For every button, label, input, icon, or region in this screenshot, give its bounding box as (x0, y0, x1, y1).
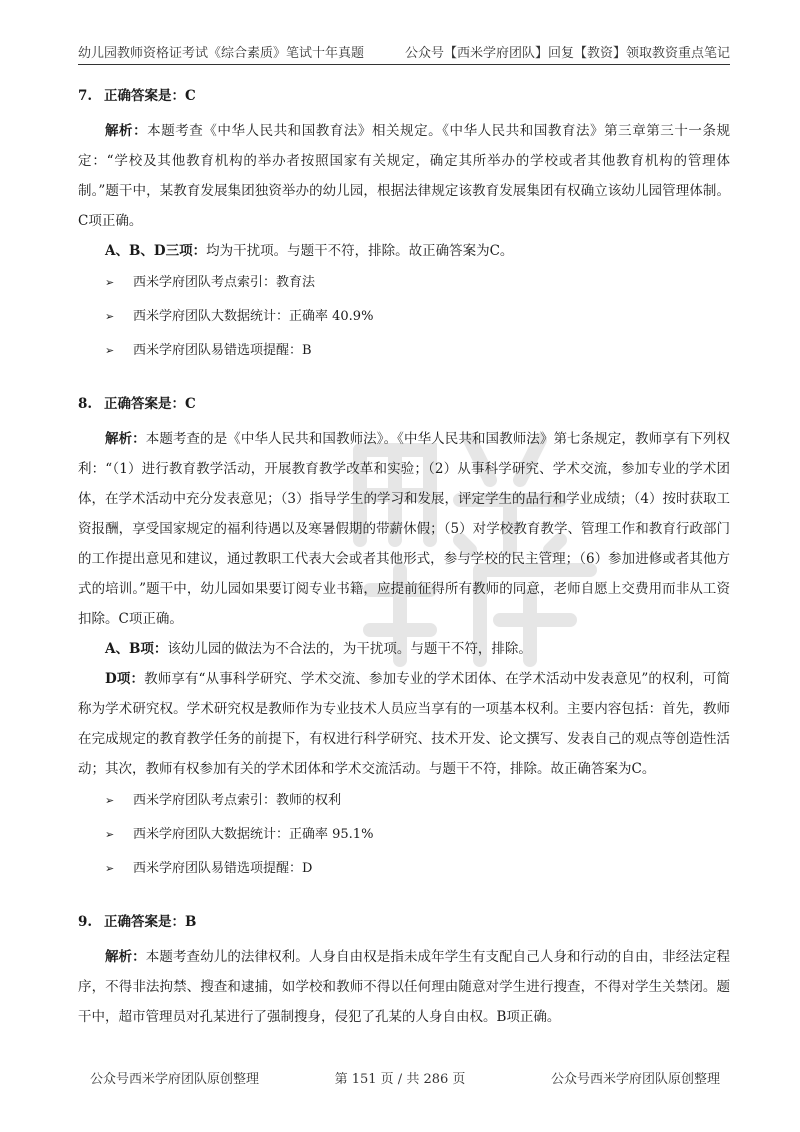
option-label: D项： (105, 671, 145, 687)
analysis-text: 本题考查幼儿的法律权利。人身自由权是指未成年学生有支配自己人身和行动的自由，非经法定程序，不得非法拘禁、搜查和逮捕，如学校和教师不得以任何理由随意对学生进行搜查，不得对学生关禁闭。题干中，超市管理员对孔某进行了强制搜身，侵犯了孔某的人身自由权。B项正确。 (78, 949, 731, 1025)
bullet-item (78, 818, 730, 852)
bullet-text: 西米学府团队易错选项提醒：B (133, 343, 312, 358)
analysis-label: 解析： (105, 431, 146, 447)
question-number: 8. (78, 396, 93, 412)
question-number: 7. (78, 88, 93, 104)
bullet-item (78, 266, 730, 300)
page-header (78, 40, 730, 65)
bullet-text: 西米学府团队考点索引：教育法 (133, 275, 316, 290)
analysis-text: 本题考查的是《中华人民共和国教师法》。《中华人民共和国教师法》第七条规定，教师享有下列权利：“（1）进行教育教学活动，开展教育教学改革和实验；（2）从事科学研究、学术交流，参加专业的学术团体，在学术活动中充分发表意见；（3）指导学生的学习和发展，评定学生的品行和学业成绩；（4）按时获取工资报酬，享受国家规定的福利待遇以及寒暑假期的带薪休假；（5）对学校教育教学、管理工作和教育行政部门的工作提出意见和建议，通过教职工代表大会或者其他形式，参与学校的民主管理；（6）参加进修或者其他方式的培训。”题干中，幼儿园如果要订阅专业书籍，应提前征得所有教师的同意，老师自愿上交费用而非从工资扣除。C项正确。 (78, 431, 731, 627)
bullet-text: 西米学府团队大数据统计：正确率 40.9% (133, 309, 374, 324)
answer-label: 正确答案是：B (104, 914, 197, 930)
option-label: A、B、D三项： (105, 243, 207, 259)
question-number: 9. (78, 914, 93, 930)
arrow-bullet-icon: ➢ (105, 276, 115, 289)
option-text: 均为干扰项。与题干不符，排除。故正确答案为C。 (206, 243, 514, 259)
option-paragraph (78, 634, 730, 664)
page-content (78, 74, 730, 1032)
analysis-paragraph (78, 942, 730, 1032)
arrow-bullet-icon: ➢ (105, 794, 115, 807)
footer-right: 公众号西米学府团队原创整理 (550, 1072, 720, 1087)
bullet-item (78, 784, 730, 818)
option-text: 该幼儿园的做法为不合法的，为干扰项。与题干不符，排除。 (167, 641, 532, 657)
bullet-text: 西米学府团队大数据统计：正确率 95.1% (133, 827, 374, 842)
footer-left: 公众号西米学府团队原创整理 (90, 1072, 260, 1087)
answer-label: 正确答案是：C (104, 396, 196, 412)
arrow-bullet-icon: ➢ (105, 828, 115, 841)
arrow-bullet-icon: ➢ (105, 310, 115, 323)
bullet-item (78, 334, 730, 368)
page-footer (60, 1068, 740, 1088)
arrow-bullet-icon: ➢ (105, 344, 115, 357)
option-label: A、B项： (105, 641, 168, 657)
option-paragraph (78, 664, 730, 784)
option-text: 教师享有“从事科学研究、学术交流、参加专业的学术团体、在学术活动中发表意见”的权利，可简称为学术研究权。学术研究权是教师作为专业技术人员应当享有的一项基本权利。主要内容包括：首先，教师在完成规定的教育教学任务的前提下，有权进行科学研究、技术开发、论文撰写、发表自己的观点等创造性活动；其次，教师有权参加有关的学术团体和学术交流活动。与题干不符，排除。故正确答案为C。 (78, 671, 730, 777)
analysis-label: 解析： (105, 949, 146, 965)
bullet-item (78, 852, 730, 886)
answer-heading-7 (78, 84, 730, 104)
answer-label: 正确答案是：C (104, 88, 196, 104)
answer-heading-9 (78, 910, 730, 930)
page-number: 第 151 页 / 共 286 页 (334, 1072, 466, 1087)
analysis-text: 本题考查《中华人民共和国教育法》相关规定。《中华人民共和国教育法》第三章第三十一条规定：“学校及其他教育机构的举办者按照国家有关规定，确定其所举办的学校或者其他教育机构的管理体制。”题干中，某教育发展集团独资举办的幼儿园，根据法律规定该教育发展集团有权确立该幼儿园管理体制。C项正确。 (78, 123, 731, 229)
header-promo: 公众号【西米学府团队】回复【教资】领取教资重点笔记 (404, 46, 730, 61)
answer-heading-8 (78, 392, 730, 412)
bullet-item (78, 300, 730, 334)
analysis-label: 解析： (105, 123, 148, 139)
bullet-text: 西米学府团队考点索引：教师的权利 (133, 793, 342, 808)
analysis-paragraph (78, 116, 730, 236)
header-title: 幼儿园教师资格证考试《综合素质》笔试十年真题 (78, 46, 365, 61)
analysis-paragraph (78, 424, 730, 634)
option-paragraph (78, 236, 730, 266)
arrow-bullet-icon: ➢ (105, 862, 115, 875)
bullet-text: 西米学府团队易错选项提醒：D (133, 861, 313, 876)
